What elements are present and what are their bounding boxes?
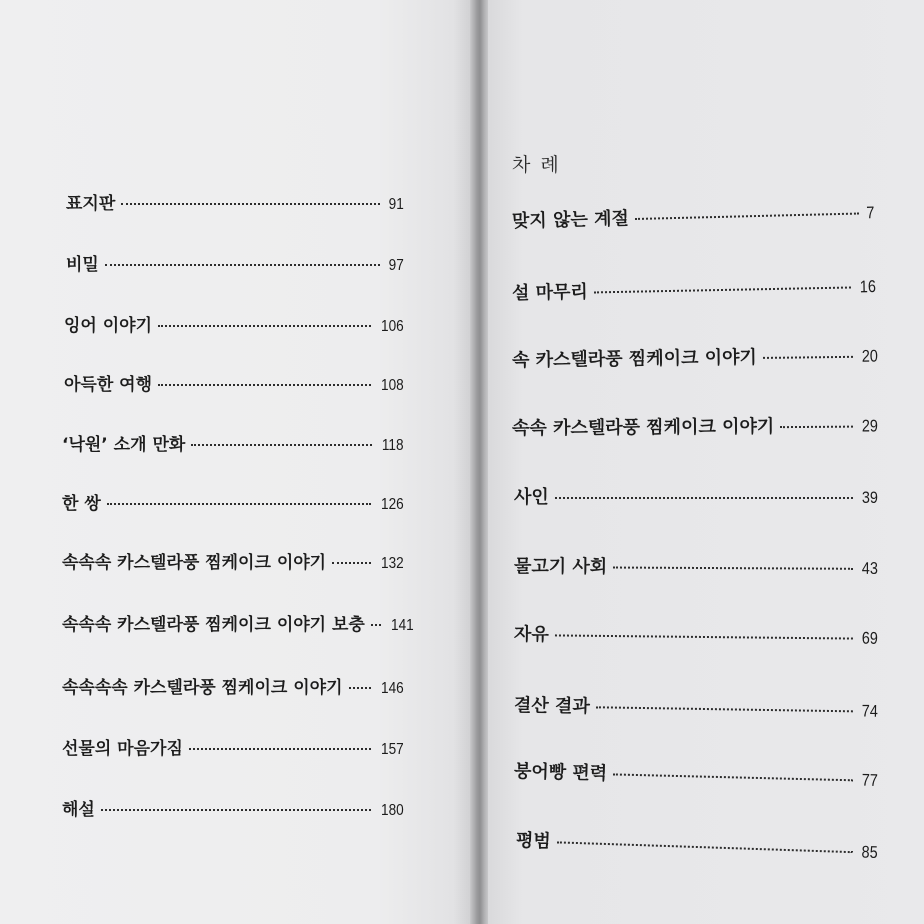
toc-entry (514, 691, 878, 723)
toc-entry (62, 489, 404, 514)
toc-entry (66, 189, 404, 214)
toc-leader-dots (555, 497, 853, 499)
toc-entry-title: 속속속 카스텔라풍 찜케이크 이야기 (62, 553, 327, 573)
toc-entry-title: 한 쌍 (62, 494, 101, 514)
toc-entry (512, 198, 875, 233)
toc-entry-title: 속속속 카스텔라풍 찜케이크 이야기 보충 (62, 615, 365, 635)
toc-leader-dots (105, 264, 380, 266)
toc-entry (512, 342, 878, 372)
toc-entry-title: 속 카스텔라풍 찜케이크 이야기 (511, 347, 757, 371)
toc-leader-dots (596, 706, 853, 712)
toc-leader-dots (613, 567, 853, 570)
toc-entry (62, 673, 404, 698)
toc-leader-dots (158, 325, 371, 327)
toc-entry (62, 610, 414, 635)
toc-entry-title: 맞지 않는 계절 (511, 208, 630, 232)
toc-entry-page: 157 (381, 741, 404, 758)
toc-entry-title: ‘낙원’ 소개 만화 (62, 435, 186, 455)
toc-entry-page: 180 (381, 802, 404, 819)
toc-entry (64, 311, 404, 336)
toc-entry-title: 사인 (514, 487, 549, 508)
toc-entry-page: 74 (861, 701, 879, 721)
toc-entry-title: 아득한 여행 (64, 375, 153, 395)
toc-entry (62, 548, 404, 573)
toc-entry-page: 39 (861, 488, 878, 507)
toc-entry-title: 붕어빵 편력 (513, 761, 608, 785)
toc-leader-dots (191, 444, 372, 446)
toc-entry (514, 620, 878, 650)
toc-leader-dots (594, 286, 851, 293)
toc-entry-title: 결산 결과 (513, 695, 590, 718)
toc-entry-title: 비밀 (66, 255, 99, 275)
toc-entry-page: 146 (381, 680, 404, 697)
toc-entry-page: 118 (382, 437, 404, 454)
toc-leader-dots (101, 809, 371, 811)
toc-entry-title: 선물의 마음가짐 (62, 739, 183, 759)
toc-entry-title: 물고기 사회 (513, 556, 608, 578)
toc-entry (512, 411, 878, 440)
toc-entry-page: 85 (861, 842, 879, 862)
toc-leader-dots (189, 748, 371, 750)
toc-entry-title: 평범 (515, 830, 552, 853)
toc-entry (62, 430, 404, 455)
toc-entry-page: 69 (861, 628, 879, 648)
toc-leader-dots (635, 213, 859, 220)
toc-entry-page: 77 (861, 770, 879, 790)
toc-entry (514, 757, 879, 792)
toc-leader-dots (613, 773, 853, 781)
toc-leader-dots (332, 562, 371, 564)
right-page (488, 0, 924, 924)
toc-entry-page: 132 (381, 555, 404, 572)
toc-entry (514, 552, 878, 580)
toc-entry-title: 설 마무리 (511, 281, 589, 304)
toc-entry-title: 해설 (62, 800, 95, 820)
toc-entry (512, 272, 876, 305)
toc-heading: 차례 (512, 154, 569, 176)
toc-entry-page: 16 (859, 277, 877, 297)
book-spine-gutter (470, 0, 490, 924)
toc-leader-dots (371, 624, 381, 626)
toc-leader-dots (158, 384, 371, 386)
toc-entry-title: 속속속속 카스텔라풍 찜케이크 이야기 (62, 678, 343, 698)
toc-leader-dots (107, 503, 372, 505)
toc-entry-page: 91 (388, 196, 404, 213)
toc-entry-page: 97 (388, 257, 404, 274)
toc-entry-page: 106 (381, 318, 404, 335)
toc-entry (66, 250, 404, 275)
toc-entry-page: 29 (861, 416, 879, 436)
toc-leader-dots (557, 841, 853, 853)
toc-leader-dots (763, 356, 853, 359)
toc-entry-page: 20 (861, 346, 879, 366)
toc-leader-dots (555, 634, 853, 639)
toc-entry-title: 표지판 (66, 194, 116, 214)
toc-entry-title: 자유 (513, 624, 549, 646)
toc-entry (516, 826, 879, 864)
toc-entry (514, 483, 878, 509)
toc-entry-title: 속속 카스텔라풍 찜케이크 이야기 (511, 416, 775, 439)
toc-leader-dots (780, 426, 853, 429)
toc-entry-title: 잉어 이야기 (64, 316, 153, 336)
toc-entry-page: 7 (865, 203, 875, 223)
toc-entry-page: 126 (381, 496, 404, 513)
toc-entry-page: 141 (390, 617, 414, 634)
toc-entry-page: 43 (861, 558, 879, 578)
toc-leader-dots (121, 203, 380, 205)
toc-entry-page: 108 (381, 377, 404, 394)
toc-leader-dots (349, 687, 372, 689)
toc-entry (62, 734, 404, 759)
toc-entry (64, 370, 404, 395)
toc-entry (62, 795, 404, 820)
